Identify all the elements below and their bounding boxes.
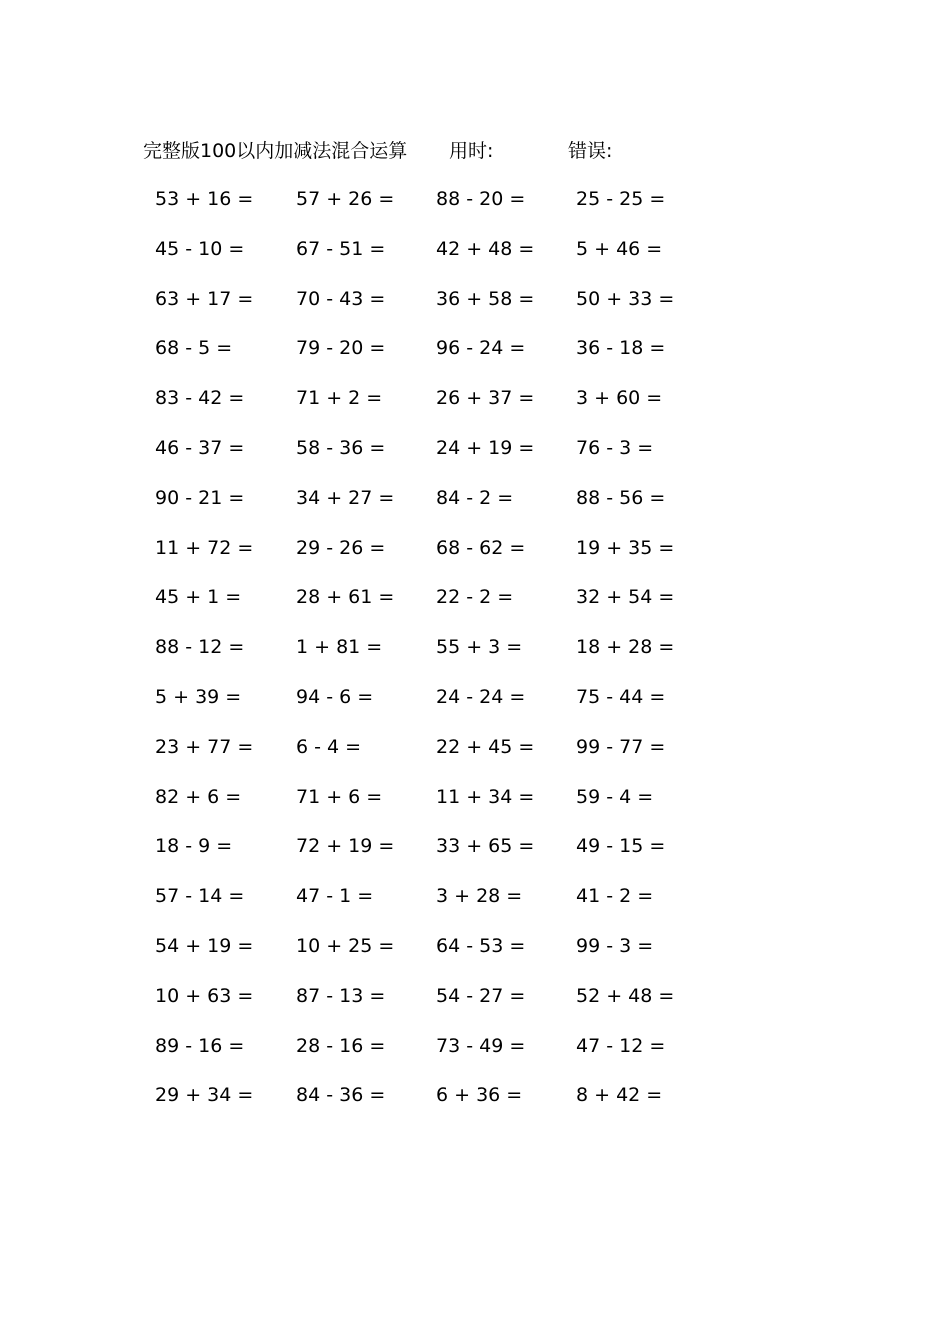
math-problem: 88 - 12 = [155,636,245,658]
math-problem: 10 + 25 = [296,935,395,957]
math-problem: 83 - 42 = [155,387,245,409]
worksheet-title: 完整版100以内加减法混合运算 [143,140,408,162]
math-problem: 24 - 24 = [436,686,526,708]
math-problem: 64 - 53 = [436,935,526,957]
math-problem: 55 + 3 = [436,636,523,658]
math-problem: 33 + 65 = [436,835,535,857]
math-problem: 59 - 4 = [576,786,654,808]
math-problem: 94 - 6 = [296,686,374,708]
math-problem: 34 + 27 = [296,487,395,509]
math-problem: 5 + 46 = [576,238,663,260]
math-problem: 49 - 15 = [576,835,666,857]
math-problem: 73 - 49 = [436,1035,526,1057]
math-problem: 53 + 16 = [155,188,254,210]
math-problem: 5 + 39 = [155,686,242,708]
math-problem: 1 + 81 = [296,636,383,658]
math-problem: 54 + 19 = [155,935,254,957]
math-problem: 76 - 3 = [576,437,654,459]
math-problem: 50 + 33 = [576,288,675,310]
math-problem: 45 + 1 = [155,586,242,608]
math-problem: 29 - 26 = [296,537,386,559]
math-problem: 70 - 43 = [296,288,386,310]
math-problem: 24 + 19 = [436,437,535,459]
math-problem: 71 + 2 = [296,387,383,409]
math-problem: 45 - 10 = [155,238,245,260]
math-problem: 87 - 13 = [296,985,386,1007]
math-problem: 82 + 6 = [155,786,242,808]
math-problem: 6 - 4 = [296,736,362,758]
math-problem: 89 - 16 = [155,1035,245,1057]
math-problem: 41 - 2 = [576,885,654,907]
math-problem: 32 + 54 = [576,586,675,608]
math-problem: 57 - 14 = [155,885,245,907]
math-problem: 75 - 44 = [576,686,666,708]
math-problem: 11 + 34 = [436,786,535,808]
math-problem: 99 - 3 = [576,935,654,957]
math-problem: 26 + 37 = [436,387,535,409]
math-problem: 99 - 77 = [576,736,666,758]
math-problem: 47 - 12 = [576,1035,666,1057]
math-problem: 29 + 34 = [155,1084,254,1106]
math-problem: 46 - 37 = [155,437,245,459]
math-problem: 6 + 36 = [436,1084,523,1106]
math-problem: 67 - 51 = [296,238,386,260]
math-problem: 96 - 24 = [436,337,526,359]
math-problem: 52 + 48 = [576,985,675,1007]
math-problem: 79 - 20 = [296,337,386,359]
math-problem: 22 - 2 = [436,586,514,608]
math-problem: 19 + 35 = [576,537,675,559]
math-problem: 18 + 28 = [576,636,675,658]
math-problem: 90 - 21 = [155,487,245,509]
math-problem: 47 - 1 = [296,885,374,907]
math-problem: 63 + 17 = [155,288,254,310]
math-problem: 42 + 48 = [436,238,535,260]
math-problem: 25 - 25 = [576,188,666,210]
math-problem: 68 - 5 = [155,337,233,359]
math-problem: 84 - 36 = [296,1084,386,1106]
math-problem: 11 + 72 = [155,537,254,559]
math-problem: 36 - 18 = [576,337,666,359]
time-used-label: 用时: [449,140,494,162]
math-problem: 58 - 36 = [296,437,386,459]
math-problem: 57 + 26 = [296,188,395,210]
math-problem: 28 - 16 = [296,1035,386,1057]
math-problem: 54 - 27 = [436,985,526,1007]
math-problem: 22 + 45 = [436,736,535,758]
math-problem: 18 - 9 = [155,835,233,857]
errors-label: 错误: [568,140,613,162]
math-problem: 3 + 28 = [436,885,523,907]
math-problem: 88 - 56 = [576,487,666,509]
math-problem: 28 + 61 = [296,586,395,608]
math-problem: 36 + 58 = [436,288,535,310]
math-problem: 10 + 63 = [155,985,254,1007]
math-problem: 23 + 77 = [155,736,254,758]
math-problem: 72 + 19 = [296,835,395,857]
math-problem: 84 - 2 = [436,487,514,509]
math-problem: 68 - 62 = [436,537,526,559]
math-problem: 88 - 20 = [436,188,526,210]
math-problem: 3 + 60 = [576,387,663,409]
math-problem: 8 + 42 = [576,1084,663,1106]
math-problem: 71 + 6 = [296,786,383,808]
